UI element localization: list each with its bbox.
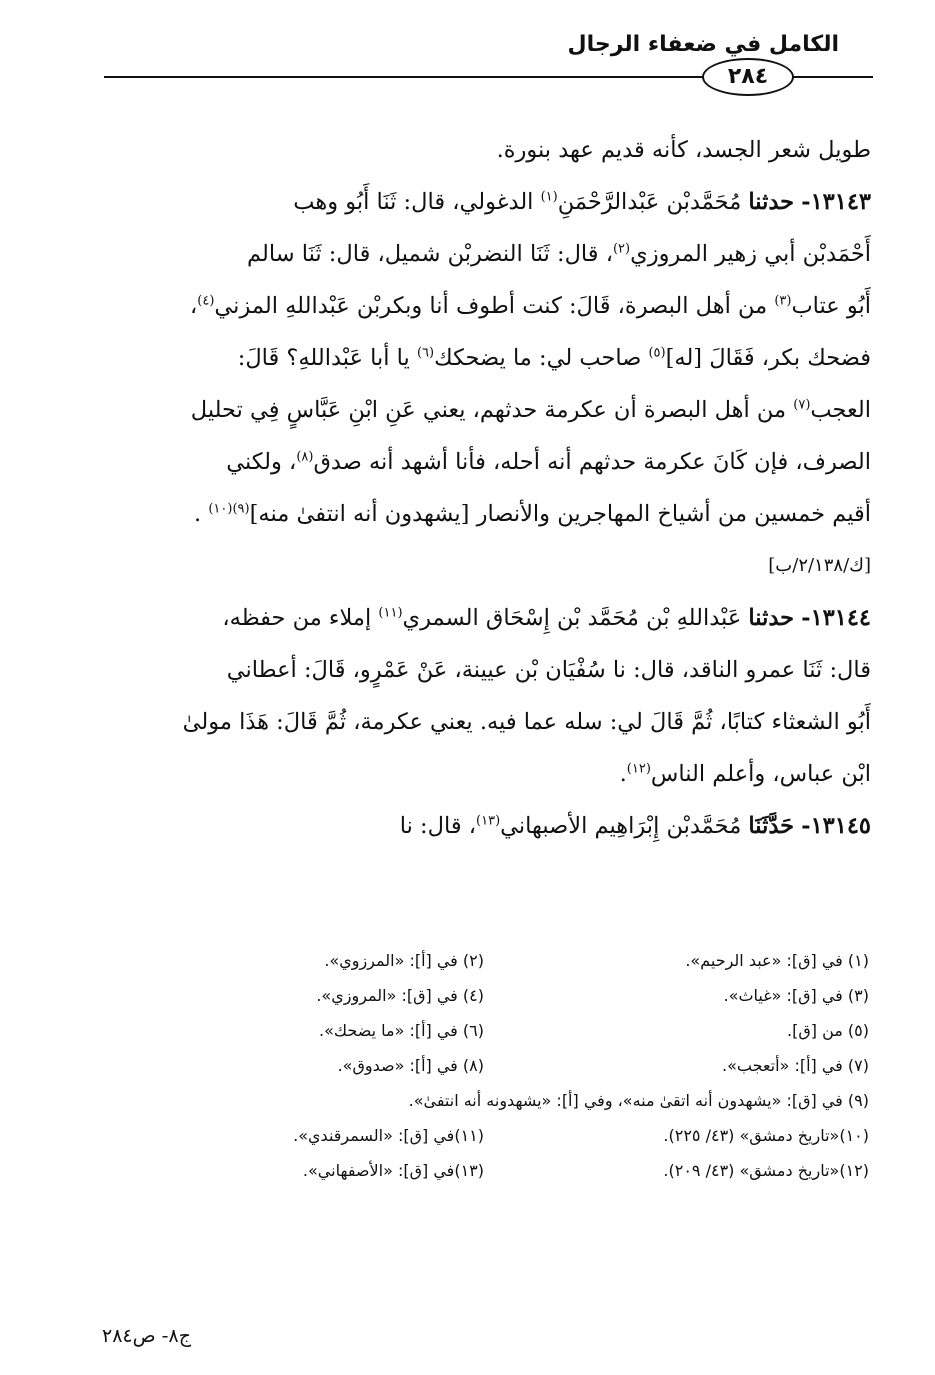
text-line [98,748,871,800]
text-line [98,228,871,280]
text-line [98,332,871,384]
footnote-row [100,1083,869,1118]
hadith-number: ١٣١٤٤- [801,605,871,631]
text-segment: طويل شعر الجسد، كأنه قديم عهد بنورة. [496,137,871,163]
text-segment: . [619,761,627,787]
manuscript-reference [98,540,871,592]
footnote-ref[interactable]: (١٢) [626,761,651,777]
text-segment: الصرف، فإن كَانَ عكرمة حدثهم أنه أحله، فأنا أشهد أنه صدق [313,449,871,475]
hadith-keyword: حدثنا [748,605,795,631]
text-segment: ، [190,293,198,319]
footnote-ref[interactable]: (٩)(١٠) [208,501,250,517]
footnote-10: (١٠)«تاريخ دمشق» (٤٣/ ٢٢٥). [663,1126,869,1145]
footnote-2: (٢) في [أ]: «المرزوي». [324,951,484,970]
volume-page-footer: ج٨- ص٢٨٤ [102,1325,191,1347]
text-segment: صاحب لي: ما يضحكك [434,345,642,371]
main-text [98,124,871,852]
page-number: ٢٨٤ [702,58,794,96]
text-segment: أَبُو عتاب [791,293,871,319]
footnote-12: (١٢)«تاريخ دمشق» (٤٣/ ٢٠٩). [663,1161,869,1180]
footnote-ref[interactable]: (١٣) [476,813,501,829]
footnote-ref[interactable]: (٤) [197,293,215,309]
text-segment: يا أبا عَبْداللهِ؟ قَالَ: [237,345,410,371]
footnotes [100,943,869,1188]
text-segment: مُحَمَّدبْن إِبْرَاهِيم الأصبهاني [500,813,742,839]
footnote-11: (١١)في [ق]: «السمرقندي». [293,1126,484,1145]
hadith-13143-line [98,176,871,228]
text-segment: ، ولكني [226,449,297,475]
text-line [98,280,871,332]
footnote-ref[interactable]: (٧) [793,397,811,413]
footnote-ref[interactable]: (٥) [648,345,666,361]
footnote-row [100,1118,869,1153]
footnote-ref[interactable]: (١) [540,189,558,205]
hadith-keyword: حدثنا [748,189,795,215]
manuscript-ref: [ك/٢/١٣٨/ب] [768,555,871,576]
footnote-4: (٤) في [ق]: «المروزي». [316,986,484,1005]
text-segment: قال: ثَنَا عمرو الناقد، قال: نا سُفْيَان بْن عيينة، عَنْ عَمْرٍو، قَالَ: أعطاني [226,657,871,683]
footnote-row [100,1153,869,1188]
text-segment: مُحَمَّدبْن عَبْدالرَّحْمَنِ [557,189,742,215]
footnote-ref[interactable]: (٦) [416,345,435,361]
hadith-keyword: حَدَّثَنَا [748,813,795,839]
hadith-number: ١٣١٤٥- [801,813,871,839]
text-segment: . [194,501,202,527]
text-line [98,488,871,540]
footnote-1: (١) في [ق]: «عبد الرحيم». [685,951,869,970]
text-segment: أَحْمَدبْن أبي زهير المروزي [630,241,871,267]
footnote-row [100,978,869,1013]
footnote-9: (٩) في [ق]: «يشهدون أنه اتقىٰ منه»، وفي [أ]: «يشهدونه أنه انتفىٰ». [408,1091,869,1110]
text-line [98,124,871,176]
footnote-row [100,1048,869,1083]
footnote-7: (٧) في [أ]: «أتعجب». [722,1056,869,1075]
text-segment: من أهل البصرة، قَالَ: كنت أطوف أنا وبكربْن عَبْداللهِ المزني [214,293,768,319]
text-segment: فضحك بكر، فَقَالَ [له] [665,345,871,371]
text-segment: عَبْداللهِ بْن مُحَمَّد بْن إِسْحَاق السمري [402,605,742,631]
text-line [98,696,871,748]
text-segment: إملاء من حفظه، [222,605,372,631]
footnote-13: (١٣)في [ق]: «الأصفهاني». [302,1161,484,1180]
footnote-ref[interactable]: (٢) [612,241,631,257]
hadith-13144-line [98,592,871,644]
footnote-6: (٦) في [أ]: «ما يضحك». [319,1021,484,1040]
footnote-3: (٣) في [ق]: «غياث». [723,986,869,1005]
text-segment: أَبُو الشعثاء كتابًا، ثُمَّ قَالَ لي: سله عما فيه. يعني عكرمة، ثُمَّ قَالَ: هَذَا مولىٰ [182,709,871,735]
text-line [98,436,871,488]
text-segment: الدغولي، قال: ثَنَا أَبُو وهب [293,189,534,215]
footnote-ref[interactable]: (١١) [378,605,403,621]
text-segment: أقيم خمسين من أشياخ المهاجرين والأنصار [يشهدون أنه انتفىٰ منه] [249,501,871,527]
footnote-8: (٨) في [أ]: «صدوق». [337,1056,484,1075]
text-segment: ابْن عباس، وأعلم الناس [650,761,871,787]
text-segment: العجب [810,397,871,423]
footnote-ref[interactable]: (٣) [774,293,792,309]
hadith-number: ١٣١٤٣- [801,189,871,215]
footnote-ref[interactable]: (٨) [296,449,314,465]
text-line [98,384,871,436]
text-segment: ، قال: نا [399,813,477,839]
running-title: الكامل في ضعفاء الرجال [567,32,839,57]
text-segment: من أهل البصرة أن عكرمة حدثهم، يعني عَنِ ابْنِ عَبَّاسٍ فِي تحليل [190,397,787,423]
text-line [98,644,871,696]
hadith-13145-line [98,800,871,852]
footnote-row [100,943,869,978]
text-segment: ، قال: ثَنَا النضربْن شميل، قال: ثَنَا سالم [247,241,613,267]
footnote-5: (٥) من [ق]. [787,1021,869,1040]
footnote-row [100,1013,869,1048]
